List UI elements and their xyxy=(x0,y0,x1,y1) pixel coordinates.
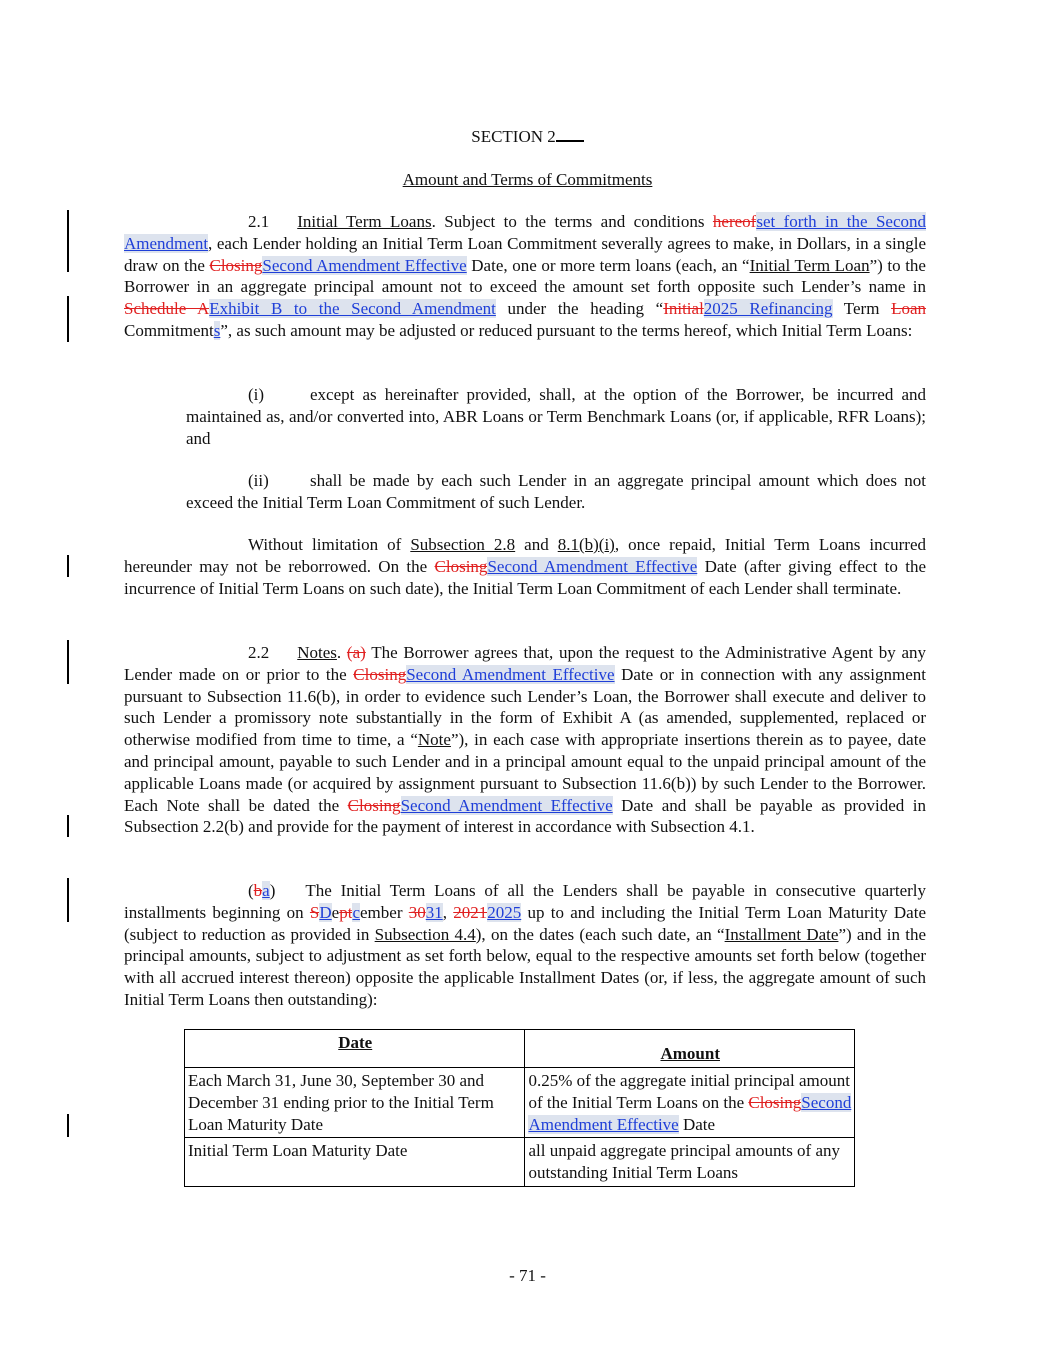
installment-schedule-table xyxy=(184,1029,855,1187)
change-bar xyxy=(67,555,69,577)
paragraph-without-limitation: Without limitation of Subsection 2.8 and 8.1(b)(i), once repaid, Initial Term Loans incurred hereunder may not be reborrowed. On the ClosingSecond Amendment Effective Date (after giving effect to the incurrence of Initial Term Loans on such date), the Initial Term Loan Commitment of each Lender shall terminate. xyxy=(124,535,927,598)
section-number: SECTION 2 xyxy=(0,126,1055,147)
clause-ii: (ii) shall be made by each such Lender in an aggregate principal amount which does not exceed the Initial Term Loan Commitment of such Lender. xyxy=(186,471,926,512)
table-row xyxy=(185,1068,855,1138)
table-header-row xyxy=(185,1030,855,1068)
table-cell-date: Each March 31, June 30, September 30 and December 31 ending prior to the Initial Term Loan Maturity Date xyxy=(185,1068,525,1138)
change-bar xyxy=(67,878,69,922)
page-number: - 71 - xyxy=(509,1266,546,1285)
table-cell-date: Initial Term Loan Maturity Date xyxy=(185,1138,525,1187)
change-bar xyxy=(67,815,69,837)
change-bar xyxy=(67,296,69,342)
change-bar xyxy=(67,1114,69,1137)
paragraph-installments: (ba) The Initial Term Loans of all the Lenders shall be payable in consecutive quarterly installments beginning on SDeptcember 3031, 20212025 up to and including the Initial Term Loan Maturity Date (subject to reduction as provided in Subsection 4.4), on the dates (each such date, an “Installment Date”) and in the principal amounts, subject to adjustment as set forth below, equal to the respective amounts set forth below (together with all accrued interest thereon) opposite the applicable Installment Dates (or, if less, the aggregate amount of such Initial Term Loans then outstanding): xyxy=(124,881,926,1009)
change-bar xyxy=(67,210,69,272)
table-row xyxy=(185,1138,855,1187)
table-cell-amount: all unpaid aggregate principal amounts of any outstanding Initial Term Loans xyxy=(525,1138,855,1187)
subsection-2-1: 2.1 Initial Term Loans. Subject to the terms and conditions hereofset forth in the Second Amendment, each Lender holding an Initial Term Loan Commitment severally agrees to make, in Dollars, in a single draw on the ClosingSecond Amendment Effective Date, one or more term loans (each, an “Initial Term Loan”) to the Borrower in an aggregate principal amount not to exceed the amount set forth opposite such Lender’s name in Schedule AExhibit B to the Second Amendment under the heading “Initial2025 Refinancing Term Loan Commitments”, as such amount may be adjusted or reduced pursuant to the terms hereof, which Initial Term Loans: xyxy=(124,212,926,340)
section-heading: Amount and Terms of Commitments xyxy=(402,170,653,189)
change-bar xyxy=(67,640,69,684)
table-cell-amount: 0.25% of the aggregate initial principal amount of the Initial Term Loans on the ClosingSecond Amendment Effective Date xyxy=(525,1068,855,1138)
column-header-amount: Amount xyxy=(525,1030,855,1068)
clause-i: (i) except as hereinafter provided, shall, at the option of the Borrower, be incurred and maintained as, and/or converted into, ABR Loans or Term Benchmark Loans (or, if applicable, RFR Loans); and xyxy=(186,385,926,448)
column-header-date: Date xyxy=(185,1030,525,1068)
subsection-2-2: 2.2 Notes. (a) The Borrower agrees that, upon the request to the Administrative Agent by any Lender made on or prior to the ClosingSecond Amendment Effective Date or in connection with any assignment pursuant to Subsection 11.6(b), in order to evidence such Lender’s Loan, the Borrower shall execute and deliver to such Lender a promissory note substantially in the form of Exhibit A (as amended, supplemented, replaced or otherwise modified from time to time, a “Note”), in each case with appropriate insertions therein as to payee, date and principal amount, payable to such Lender and in a principal amount equal to the unpaid principal amount of the applicable Loans made (or acquired by assignment pursuant to Subsection 11.6(b)) by such Lender to the Borrower. Each Note shall be dated the ClosingSecond Amendment Effective Date and shall be payable as provided in Subsection 2.2(b) and provide for the payment of interest in accordance with Subsection 4.1. xyxy=(124,643,926,837)
